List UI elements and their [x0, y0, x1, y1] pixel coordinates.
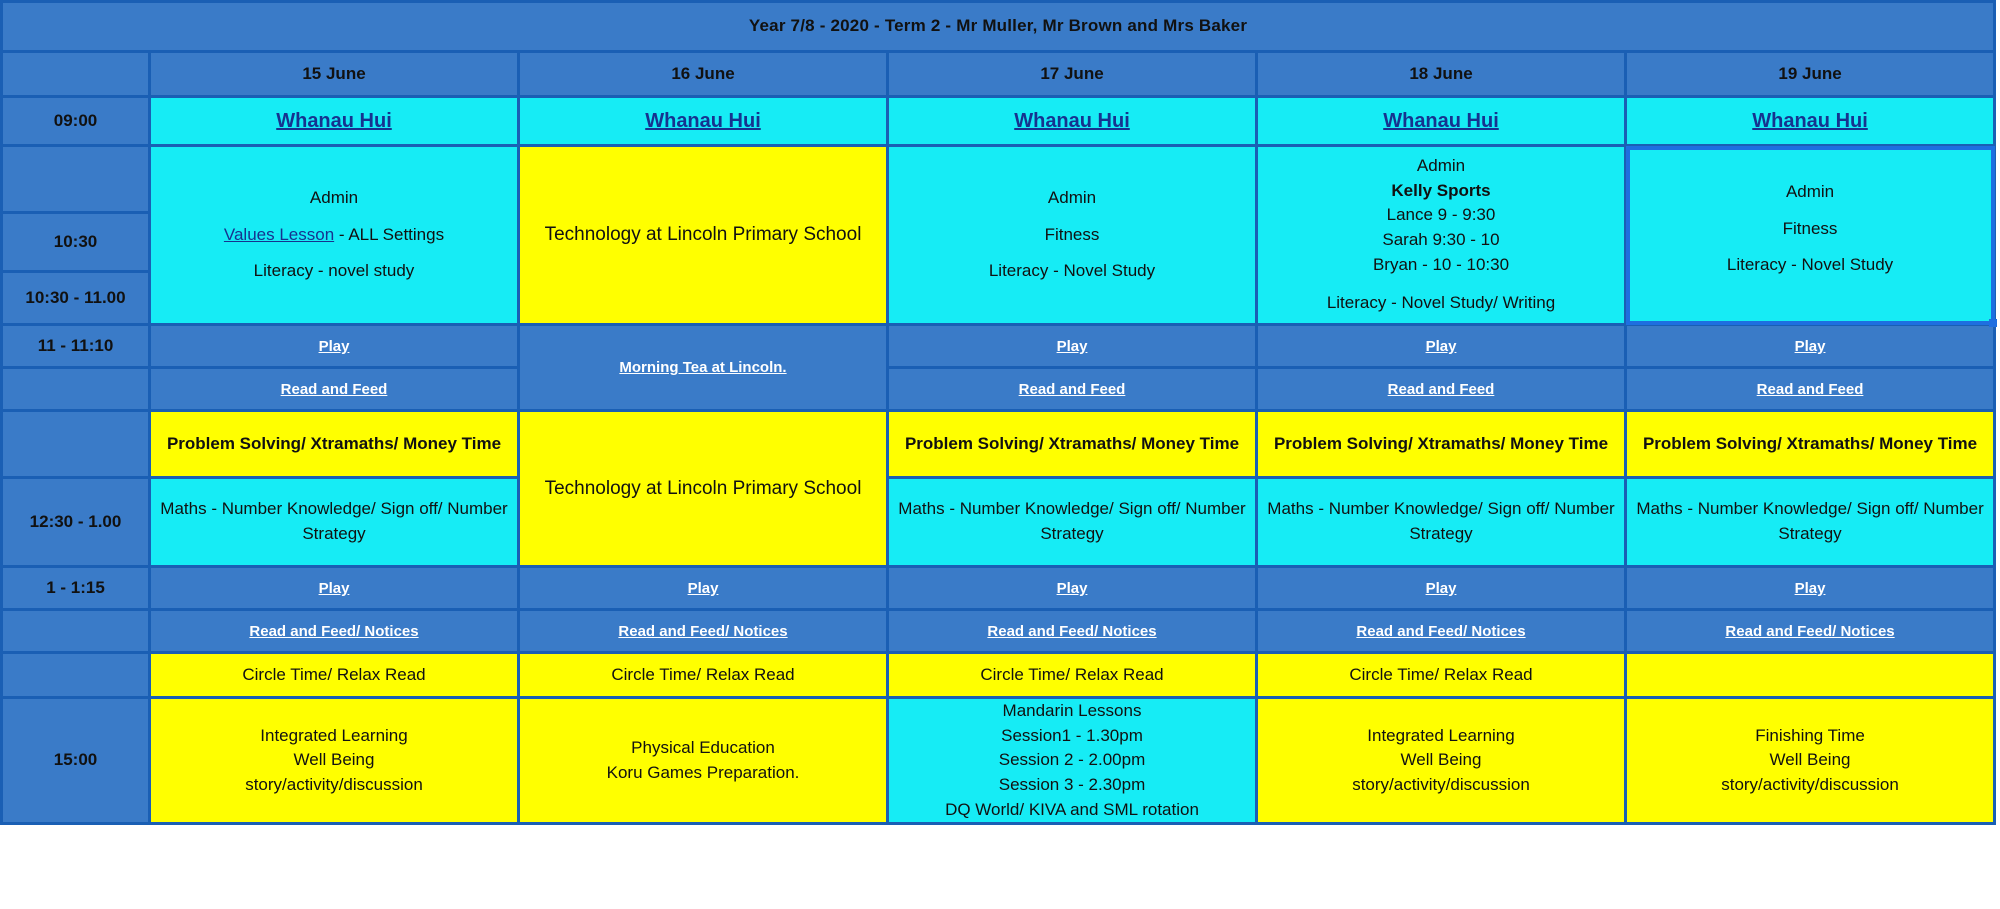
admin-text: Admin	[1416, 156, 1466, 176]
play-row-afternoon	[2, 567, 1995, 610]
cell-fri-play[interactable]	[1626, 325, 1995, 368]
finishing-time-text: Finishing Time	[1755, 725, 1865, 745]
technology-text: Technology at Lincoln Primary School	[544, 477, 862, 499]
play-link[interactable]: Play	[1056, 579, 1088, 597]
read-feed-notices-row	[2, 610, 1995, 653]
mandarin-session-2: Session 2 - 2.00pm	[998, 750, 1146, 770]
cell-tue-morning-tea[interactable]	[519, 325, 888, 411]
read-and-feed-link[interactable]: Read and Feed	[1018, 380, 1126, 398]
cell-fri-whanau[interactable]	[1626, 97, 1995, 146]
whanau-hui-row	[2, 97, 1995, 146]
cell-mon-problem-solving[interactable]	[150, 411, 519, 478]
well-being-text: Well Being	[1769, 750, 1851, 770]
cell-fri-problem-solving[interactable]	[1626, 411, 1995, 478]
cell-wed-play-2[interactable]	[888, 567, 1257, 610]
read-and-feed-notices-link[interactable]: Read and Feed/ Notices	[1356, 622, 1526, 640]
read-and-feed-notices-link[interactable]: Read and Feed/ Notices	[249, 622, 419, 640]
read-and-feed-notices-link[interactable]: Read and Feed/ Notices	[987, 622, 1157, 640]
read-feed-row	[2, 368, 1995, 411]
day-header-row	[2, 52, 1995, 97]
cell-mon-play[interactable]	[150, 325, 519, 368]
circle-time-text: Circle Time/ Relax Read	[242, 664, 426, 684]
koru-games-text: Koru Games Preparation.	[606, 762, 800, 782]
day-header-18: 18 June	[1257, 52, 1626, 97]
cell-wed-play[interactable]	[888, 325, 1257, 368]
values-lesson-link[interactable]: Values Lesson	[223, 224, 335, 244]
selection-handle[interactable]	[1989, 319, 1997, 327]
integrated-learning-text: Integrated Learning	[260, 725, 408, 745]
cell-mon-play-2[interactable]	[150, 567, 519, 610]
time-label-blank-1	[2, 146, 150, 213]
day-header-15: 15 June	[150, 52, 519, 97]
problem-solving-text: Problem Solving/ Xtramaths/ Money Time	[1273, 433, 1609, 453]
cell-thu-morning[interactable]	[1257, 146, 1626, 325]
cell-wed-whanau[interactable]	[888, 97, 1257, 146]
cell-thu-whanau[interactable]	[1257, 97, 1626, 146]
day-header-17: 17 June	[888, 52, 1257, 97]
technology-text: Technology at Lincoln Primary School	[544, 224, 862, 246]
physical-education-text: Physical Education	[631, 737, 775, 757]
values-lesson-rest: - ALL Settings	[334, 224, 445, 244]
kelly-sports-title: Kelly Sports	[1391, 180, 1491, 200]
morning-tea-link[interactable]: Morning Tea at Lincoln.	[619, 359, 787, 377]
whanau-hui-link[interactable]: Whanau Hui	[1383, 109, 1499, 132]
cell-tue-play-2[interactable]	[519, 567, 888, 610]
play-link[interactable]: Play	[687, 579, 719, 597]
mandarin-title: Mandarin Lessons	[1002, 701, 1142, 720]
read-and-feed-notices-link[interactable]: Read and Feed/ Notices	[618, 622, 788, 640]
cell-wed-morning[interactable]	[888, 146, 1257, 325]
play-link[interactable]: Play	[318, 579, 350, 597]
cell-thu-play-2[interactable]	[1257, 567, 1626, 610]
cell-mon-readfeed-notices[interactable]	[150, 610, 519, 653]
fitness-text: Fitness	[1044, 224, 1100, 244]
time-label-1500: 15:00	[2, 698, 150, 824]
cell-fri-play-2[interactable]	[1626, 567, 1995, 610]
cell-wed-readfeed[interactable]	[888, 368, 1257, 411]
day-header-16: 16 June	[519, 52, 888, 97]
problem-solving-text: Problem Solving/ Xtramaths/ Money Time	[1642, 433, 1978, 453]
cell-wed-maths[interactable]	[888, 478, 1257, 567]
kelly-lance: Lance 9 - 9:30	[1386, 205, 1496, 225]
whanau-hui-link[interactable]: Whanau Hui	[276, 109, 392, 132]
circle-time-text: Circle Time/ Relax Read	[980, 664, 1164, 684]
cell-mon-maths[interactable]	[150, 478, 519, 567]
time-label-blank-4	[2, 610, 150, 653]
play-link[interactable]: Play	[1794, 579, 1826, 597]
cell-wed-readfeed-notices[interactable]	[888, 610, 1257, 653]
cell-mon-readfeed[interactable]	[150, 368, 519, 411]
whanau-hui-link[interactable]: Whanau Hui	[1752, 109, 1868, 132]
cell-thu-play[interactable]	[1257, 325, 1626, 368]
admin-text: Admin	[1047, 188, 1097, 208]
time-label-blank-5	[2, 653, 150, 698]
play-link[interactable]: Play	[1056, 337, 1088, 355]
whanau-hui-link[interactable]: Whanau Hui	[1014, 109, 1130, 132]
read-and-feed-notices-link[interactable]: Read and Feed/ Notices	[1725, 622, 1895, 640]
fitness-text: Fitness	[1782, 218, 1838, 238]
maths-text: Maths - Number Knowledge/ Sign off/ Number Strategy	[1267, 499, 1615, 543]
literacy-text: Literacy - Novel Study/ Writing	[1326, 293, 1556, 313]
final-block-row	[2, 698, 1995, 824]
problem-solving-text: Problem Solving/ Xtramaths/ Money Time	[166, 433, 502, 453]
play-link[interactable]: Play	[318, 337, 350, 355]
kelly-bryan: Bryan - 10 - 10:30	[1372, 254, 1510, 274]
kelly-sarah: Sarah 9:30 - 10	[1382, 230, 1500, 249]
cell-mon-final[interactable]	[150, 698, 519, 824]
maths-text: Maths - Number Knowledge/ Sign off/ Number Strategy	[898, 499, 1246, 543]
cell-tue-final[interactable]	[519, 698, 888, 824]
circle-time-row	[2, 653, 1995, 698]
mandarin-rotation: DQ World/ KIVA and SML rotation	[945, 799, 1199, 819]
cell-tue-circle-time[interactable]	[519, 653, 888, 698]
values-lesson-line	[151, 223, 517, 248]
problem-solving-text: Problem Solving/ Xtramaths/ Money Time	[904, 433, 1240, 453]
play-row-morning	[2, 325, 1995, 368]
corner-cell	[2, 52, 150, 97]
cell-thu-circle-time[interactable]	[1257, 653, 1626, 698]
cell-mon-whanau[interactable]	[150, 97, 519, 146]
cell-mon-circle-time[interactable]	[150, 653, 519, 698]
circle-time-text: Circle Time/ Relax Read	[611, 664, 795, 684]
cell-wed-circle-time[interactable]	[888, 653, 1257, 698]
time-label-blank-2	[2, 368, 150, 411]
cell-fri-maths[interactable]	[1626, 478, 1995, 567]
cell-thu-maths[interactable]	[1257, 478, 1626, 567]
cell-thu-problem-solving[interactable]	[1257, 411, 1626, 478]
story-activity-text: story/activity/discussion	[1721, 774, 1899, 794]
cell-wed-problem-solving[interactable]	[888, 411, 1257, 478]
cell-tue-morning[interactable]	[519, 146, 888, 325]
well-being-text: Well Being	[293, 750, 375, 770]
cell-thu-final[interactable]	[1257, 698, 1626, 824]
read-and-feed-link[interactable]: Read and Feed	[1387, 380, 1495, 398]
story-activity-text: story/activity/discussion	[245, 774, 423, 794]
well-being-text: Well Being	[1400, 750, 1482, 770]
circle-time-text: Circle Time/ Relax Read	[1349, 664, 1533, 684]
whanau-hui-link[interactable]: Whanau Hui	[645, 109, 761, 132]
time-label-11-1110: 11 - 11:10	[2, 325, 150, 368]
literacy-text: Literacy - Novel Study	[988, 261, 1156, 281]
cell-fri-circle-time[interactable]	[1626, 653, 1995, 698]
play-link[interactable]: Play	[1425, 579, 1457, 597]
play-link[interactable]: Play	[1425, 337, 1457, 355]
cell-tue-technology[interactable]	[519, 411, 888, 567]
story-activity-text: story/activity/discussion	[1352, 774, 1530, 794]
read-and-feed-link[interactable]: Read and Feed	[1756, 380, 1864, 398]
mandarin-session-3: Session 3 - 2.30pm	[998, 774, 1146, 794]
cell-fri-readfeed[interactable]	[1626, 368, 1995, 411]
maths-row	[2, 478, 1995, 567]
title-row	[2, 2, 1995, 52]
admin-text: Admin	[309, 188, 359, 208]
cell-mon-morning[interactable]	[150, 146, 519, 325]
cell-wed-final[interactable]	[888, 698, 1257, 824]
play-link[interactable]: Play	[1794, 337, 1826, 355]
time-label-1-115: 1 - 1:15	[2, 567, 150, 610]
literacy-text: Literacy - Novel Study	[1726, 255, 1894, 275]
cell-tue-whanau[interactable]	[519, 97, 888, 146]
time-label-1030: 10:30	[2, 213, 150, 272]
literacy-text: Literacy - novel study	[253, 261, 415, 281]
read-and-feed-link[interactable]: Read and Feed	[280, 380, 388, 398]
page-title: Year 7/8 - 2020 - Term 2 - Mr Muller, Mr Brown and Mrs Baker	[2, 2, 1995, 52]
cell-fri-readfeed-notices[interactable]	[1626, 610, 1995, 653]
cell-tue-readfeed-notices[interactable]	[519, 610, 888, 653]
problem-solving-row	[2, 411, 1995, 478]
time-label-0900: 09:00	[2, 97, 150, 146]
maths-text: Maths - Number Knowledge/ Sign off/ Number Strategy	[160, 499, 508, 543]
time-label-1030-1100: 10:30 - 11.00	[2, 272, 150, 325]
time-label-blank-3	[2, 411, 150, 478]
time-label-1230-100: 12:30 - 1.00	[2, 478, 150, 567]
integrated-learning-text: Integrated Learning	[1367, 725, 1515, 745]
cell-thu-readfeed-notices[interactable]	[1257, 610, 1626, 653]
maths-text: Maths - Number Knowledge/ Sign off/ Number Strategy	[1636, 499, 1984, 543]
mandarin-session-1: Session1 - 1.30pm	[1001, 725, 1143, 745]
cell-fri-final[interactable]	[1626, 698, 1995, 824]
admin-text: Admin	[1785, 182, 1835, 202]
cell-thu-readfeed[interactable]	[1257, 368, 1626, 411]
morning-block-row	[2, 146, 1995, 213]
day-header-19: 19 June	[1626, 52, 1995, 97]
cell-fri-morning[interactable]	[1626, 146, 1995, 325]
